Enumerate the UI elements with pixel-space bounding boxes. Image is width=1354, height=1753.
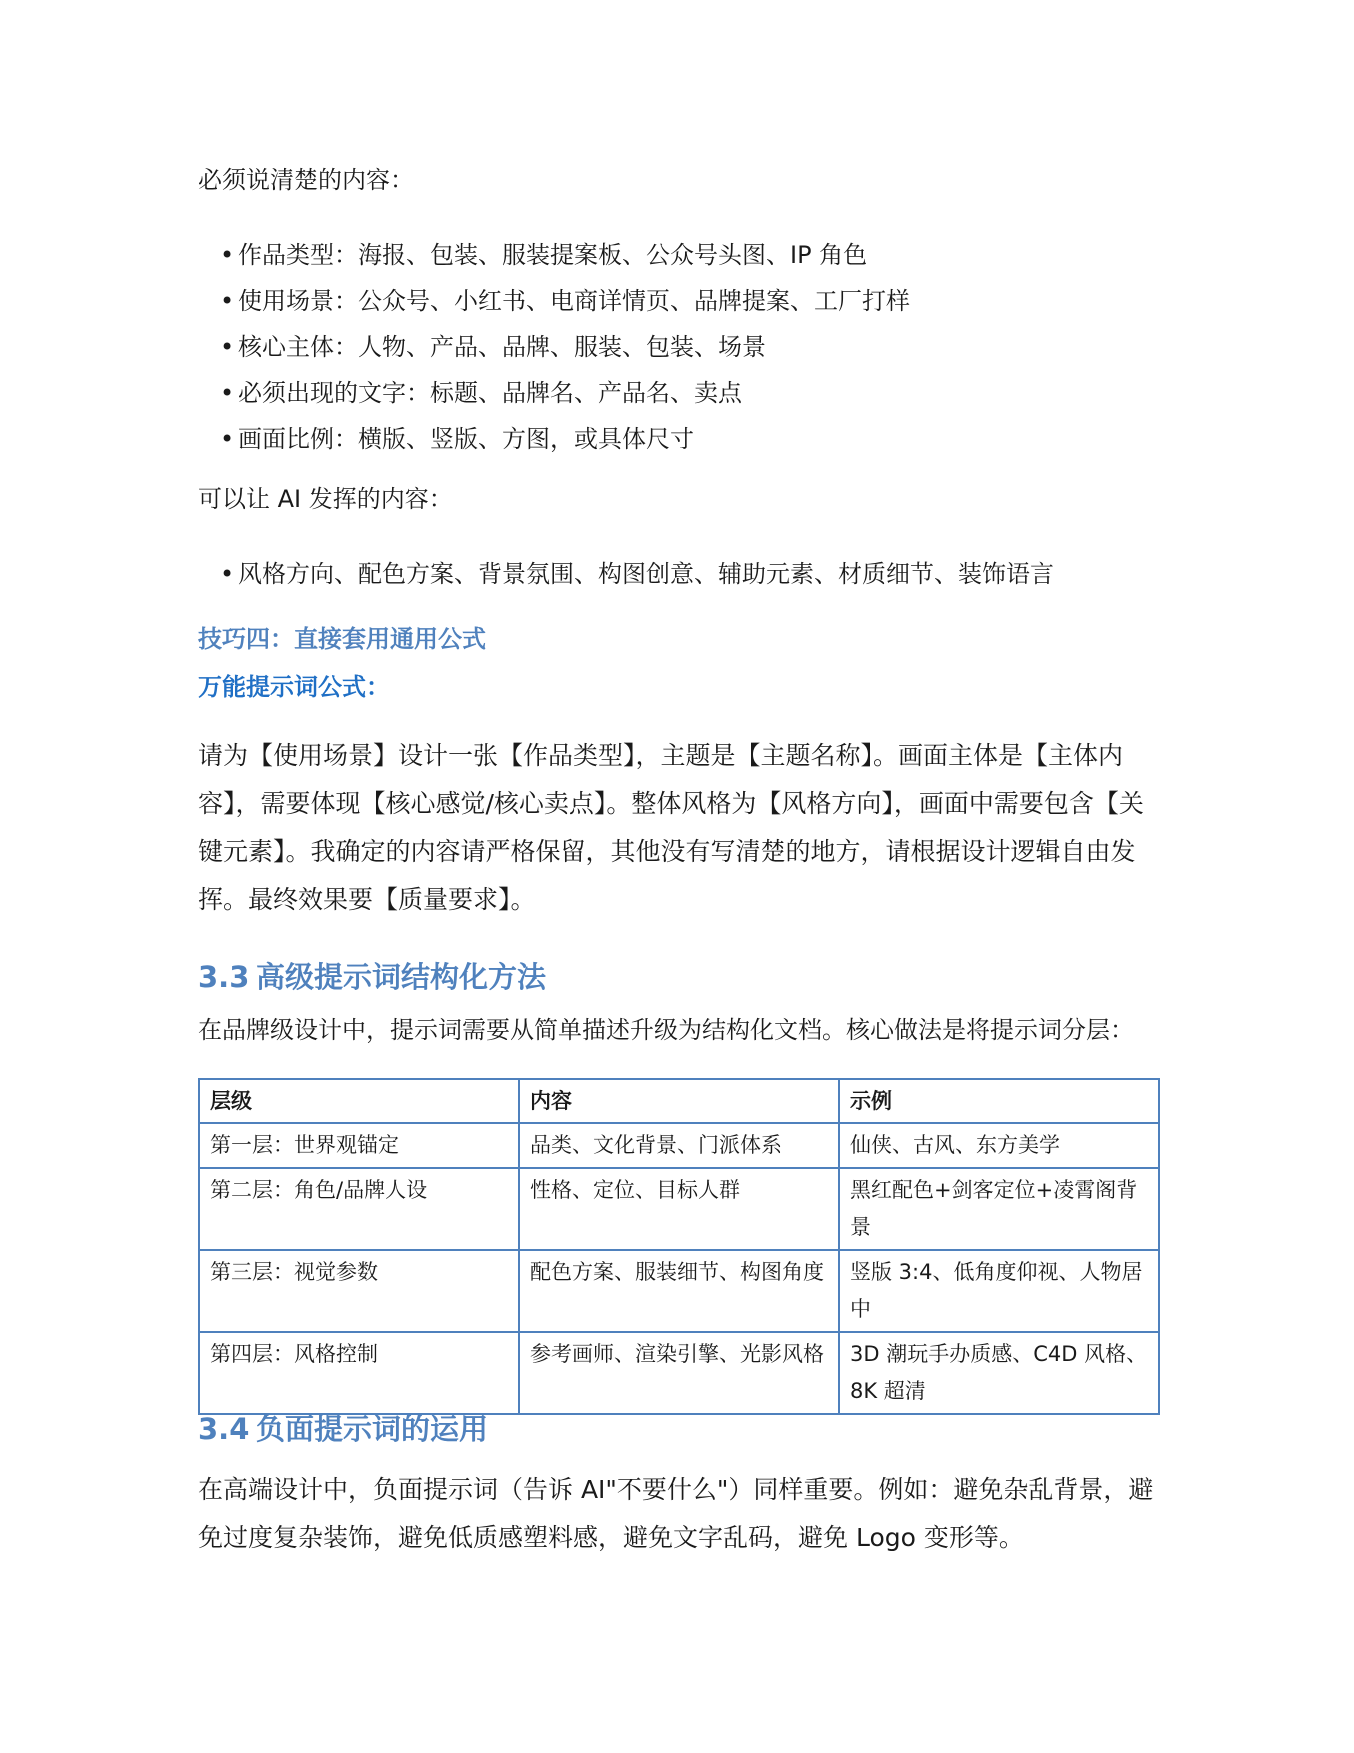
table-cell: 仙侠、古风、东方美学 bbox=[839, 1123, 1159, 1168]
table-cell: 第二层：角色/品牌人设 bbox=[199, 1168, 519, 1250]
table-row bbox=[199, 1123, 1159, 1168]
section-3-3-paragraph: 在品牌级设计中，提示词需要从简单描述升级为结构化文档。核心做法是将提示词分层： bbox=[198, 1016, 1134, 1044]
table-header-cell: 示例 bbox=[839, 1079, 1159, 1123]
list-item: • 核心主体：人物、产品、品牌、服装、包装、场景 bbox=[198, 324, 910, 370]
section-number: 3.3 bbox=[198, 960, 250, 994]
must-list bbox=[198, 232, 910, 462]
section-heading-3-4 bbox=[198, 1409, 488, 1449]
table-header-cell: 内容 bbox=[519, 1079, 839, 1123]
section-3-4-paragraph: 在高端设计中，负面提示词（告诉 AI"不要什么"）同样重要。例如：避免杂乱背景，避免过度复杂装饰，避免低质感塑料感，避免文字乱码，避免 Logo 变形等。 bbox=[198, 1475, 1154, 1552]
section-heading-3-3 bbox=[198, 957, 546, 997]
table-row bbox=[199, 1168, 1159, 1250]
section-number: 3.4 bbox=[198, 1412, 250, 1446]
section-title: 高级提示词结构化方法 bbox=[256, 960, 547, 994]
formula-heading: 万能提示词公式： bbox=[198, 673, 390, 701]
table-cell: 品类、文化背景、门派体系 bbox=[519, 1123, 839, 1168]
table-cell: 黑红配色+剑客定位+凌霄阁背景 bbox=[839, 1168, 1159, 1250]
section-title: 负面提示词的运用 bbox=[256, 1412, 489, 1446]
tip-heading: 技巧四：直接套用通用公式 bbox=[198, 625, 486, 653]
table-cell: 性格、定位、目标人群 bbox=[519, 1168, 839, 1250]
list-item: • 画面比例：横版、竖版、方图，或具体尺寸 bbox=[198, 416, 910, 462]
table-row bbox=[199, 1332, 1159, 1414]
must-intro: 必须说清楚的内容： bbox=[198, 166, 414, 194]
prompt-layers-table bbox=[198, 1078, 1160, 1415]
table-row bbox=[199, 1250, 1159, 1332]
table-cell: 第一层：世界观锚定 bbox=[199, 1123, 519, 1168]
table-cell: 第四层：风格控制 bbox=[199, 1332, 519, 1414]
table-cell: 竖版 3:4、低角度仰视、人物居中 bbox=[839, 1250, 1159, 1332]
formula-paragraph: 请为【使用场景】设计一张【作品类型】，主题是【主题名称】。画面主体是【主体内容】，需要体现【核心感觉/核心卖点】。整体风格为【风格方向】，画面中需要包含【关键元素】。我确定的内容请严格保留，其他没有写清楚的地方，请根据设计逻辑自由发挥。最终效果要【质量要求】。 bbox=[198, 741, 1144, 914]
list-item: • 使用场景：公众号、小红书、电商详情页、品牌提案、工厂打样 bbox=[198, 278, 910, 324]
table-header-row bbox=[199, 1079, 1159, 1123]
table-cell: 配色方案、服装细节、构图角度 bbox=[519, 1250, 839, 1332]
table-cell: 第三层：视觉参数 bbox=[199, 1250, 519, 1332]
list-item: • 作品类型：海报、包装、服装提案板、公众号头图、IP 角色 bbox=[198, 232, 910, 278]
table-header-cell: 层级 bbox=[199, 1079, 519, 1123]
free-intro: 可以让 AI 发挥的内容： bbox=[198, 485, 453, 513]
list-item: • 必须出现的文字：标题、品牌名、产品名、卖点 bbox=[198, 370, 910, 416]
table-cell: 参考画师、渲染引擎、光影风格 bbox=[519, 1332, 839, 1414]
table-cell: 3D 潮玩手办质感、C4D 风格、8K 超清 bbox=[839, 1332, 1159, 1414]
free-list bbox=[198, 551, 1054, 597]
list-item: • 风格方向、配色方案、背景氛围、构图创意、辅助元素、材质细节、装饰语言 bbox=[198, 551, 1054, 597]
